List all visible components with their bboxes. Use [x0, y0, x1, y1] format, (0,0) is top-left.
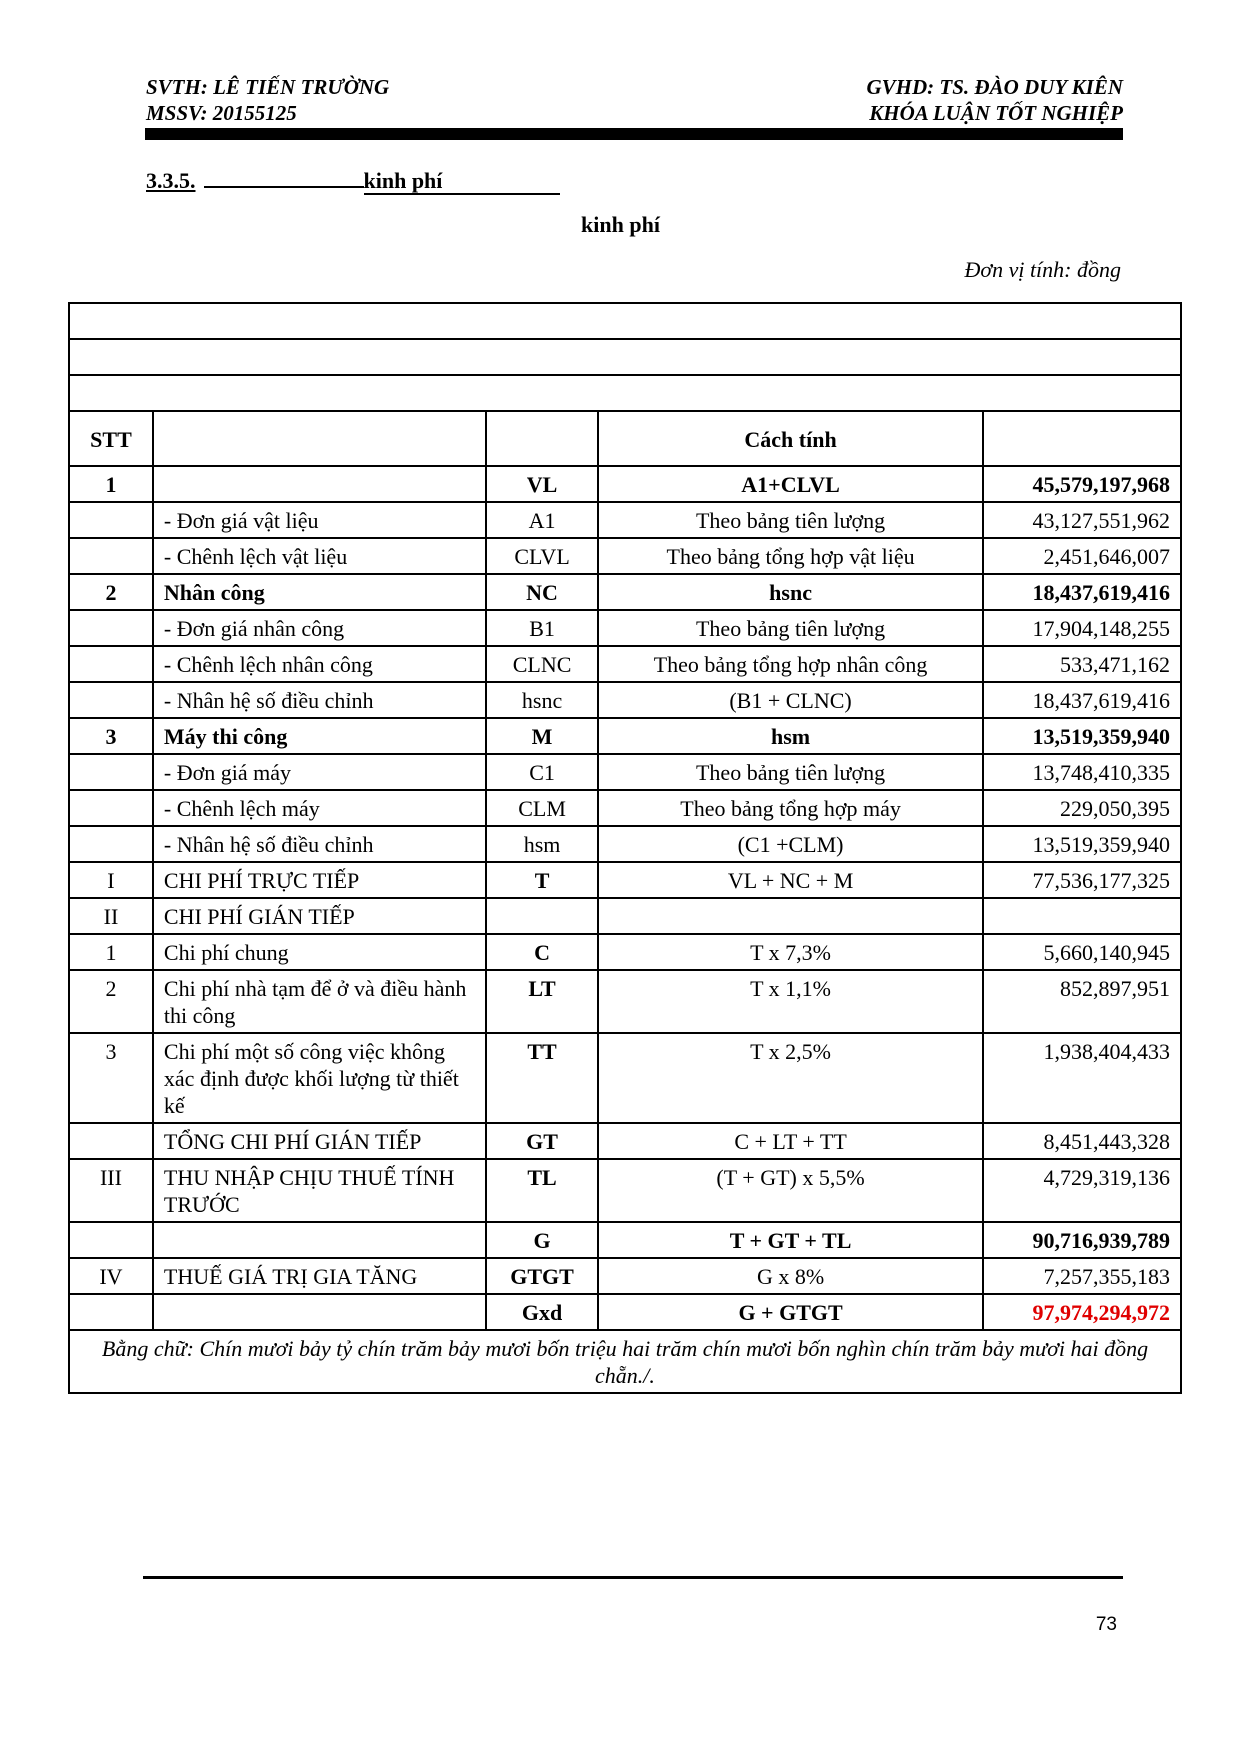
- cell-formula: T x 1,1%: [598, 970, 983, 1033]
- cell-symbol: [486, 898, 598, 934]
- cell-stt: [69, 790, 153, 826]
- blank-header-row: [69, 303, 1181, 339]
- amount-in-words-row: [69, 1330, 1181, 1393]
- cell-item: - Nhân hệ số điều chỉnh: [153, 682, 486, 718]
- cell-formula: (T + GT) x 5,5%: [598, 1159, 983, 1222]
- table-caption: kinh phí: [581, 212, 660, 237]
- cell-formula: (C1 +CLM): [598, 826, 983, 862]
- cell-item: - Chênh lệch máy: [153, 790, 486, 826]
- section-blank-line: [204, 186, 364, 188]
- cell-value: 45,579,197,968: [983, 466, 1181, 502]
- section-title: kinh phí: [364, 168, 561, 195]
- cell-item: TỔNG CHI PHÍ GIÁN TIẾP: [153, 1123, 486, 1159]
- cell-formula: G + GTGT: [598, 1294, 983, 1330]
- cell-item: [153, 466, 486, 502]
- cell-stt: [69, 754, 153, 790]
- cell-value: 229,050,395: [983, 790, 1181, 826]
- cell-stt: 1: [69, 934, 153, 970]
- cell-symbol: TT: [486, 1033, 598, 1123]
- cell-symbol: CLVL: [486, 538, 598, 574]
- cell-symbol: T: [486, 862, 598, 898]
- cell-formula: VL + NC + M: [598, 862, 983, 898]
- cell-item: THU NHẬP CHỊU THUẾ TÍNH TRƯỚC: [153, 1159, 486, 1222]
- table-row: [69, 1258, 1181, 1294]
- cell-value: 18,437,619,416: [983, 574, 1181, 610]
- cell-item: - Đơn giá vật liệu: [153, 502, 486, 538]
- cell-value: 97,974,294,972: [983, 1294, 1181, 1330]
- table-row: [69, 574, 1181, 610]
- cell-value: 5,660,140,945: [983, 934, 1181, 970]
- table-row: [69, 502, 1181, 538]
- cell-item: Nhân công: [153, 574, 486, 610]
- cell-symbol: Gxd: [486, 1294, 598, 1330]
- header-symbol: [486, 411, 598, 466]
- table-row: [69, 1159, 1181, 1222]
- cell-stt: III: [69, 1159, 153, 1222]
- cell-formula: T x 2,5%: [598, 1033, 983, 1123]
- cell-symbol: CLM: [486, 790, 598, 826]
- cell-value: 13,748,410,335: [983, 754, 1181, 790]
- cell-formula: C + LT + TT: [598, 1123, 983, 1159]
- cell-formula: Theo bảng tiên lượng: [598, 610, 983, 646]
- unit-note: Đơn vị tính: đồng: [964, 257, 1121, 282]
- cell-item: CHI PHÍ TRỰC TIẾP: [153, 862, 486, 898]
- cell-item: Chi phí một số công việc không xác định được khối lượng từ thiết kế: [153, 1033, 486, 1123]
- advisor-name: GVHD: TS. ĐÀO DUY KIÊN: [866, 75, 1123, 99]
- page-number: 73: [1095, 1614, 1117, 1635]
- table-row: [69, 790, 1181, 826]
- cell-symbol: A1: [486, 502, 598, 538]
- table-row: [69, 934, 1181, 970]
- cell-symbol: NC: [486, 574, 598, 610]
- cell-stt: [69, 610, 153, 646]
- cell-stt: I: [69, 862, 153, 898]
- cell-value: 8,451,443,328: [983, 1123, 1181, 1159]
- blank-header-row: [69, 339, 1181, 375]
- header-right: [867, 74, 1124, 126]
- cell-formula: G x 8%: [598, 1258, 983, 1294]
- cell-item: - Chênh lệch vật liệu: [153, 538, 486, 574]
- cell-formula: hsm: [598, 718, 983, 754]
- cell-item: Máy thi công: [153, 718, 486, 754]
- cell-item: [153, 1294, 486, 1330]
- cell-symbol: CLNC: [486, 646, 598, 682]
- cell-value: 2,451,646,007: [983, 538, 1181, 574]
- cell-formula: Theo bảng tiên lượng: [598, 754, 983, 790]
- cell-formula: A1+CLVL: [598, 466, 983, 502]
- cell-stt: [69, 826, 153, 862]
- section-number: 3.3.5.: [146, 168, 196, 193]
- cell-symbol: B1: [486, 610, 598, 646]
- table-row: [69, 646, 1181, 682]
- table-row: [69, 1123, 1181, 1159]
- cell-stt: 3: [69, 1033, 153, 1123]
- cell-item: THUẾ GIÁ TRỊ GIA TĂNG: [153, 1258, 486, 1294]
- cell-stt: 2: [69, 970, 153, 1033]
- table-row: [69, 610, 1181, 646]
- cell-symbol: GT: [486, 1123, 598, 1159]
- cell-formula: hsnc: [598, 574, 983, 610]
- cell-item: - Đơn giá máy: [153, 754, 486, 790]
- amount-in-words: Bằng chữ: Chín mươi bảy tỷ chín trăm bảy mươi bốn triệu hai trăm chín mươi bốn nghìn chín trăm bảy mươi hai đồng chẵn./.: [69, 1330, 1181, 1393]
- cell-item: - Nhân hệ số điều chỉnh: [153, 826, 486, 862]
- cell-value: [983, 898, 1181, 934]
- blank-header-row: [69, 375, 1181, 411]
- table-row: [69, 970, 1181, 1033]
- cell-symbol: LT: [486, 970, 598, 1033]
- cell-item: - Đơn giá nhân công: [153, 610, 486, 646]
- student-name: SVTH: LÊ TIẾN TRƯỜNG: [146, 75, 390, 99]
- student-id: MSSV: 20155125: [146, 101, 297, 125]
- cell-stt: IV: [69, 1258, 153, 1294]
- cell-value: 852,897,951: [983, 970, 1181, 1033]
- cell-symbol: hsnc: [486, 682, 598, 718]
- table-header-row: [69, 411, 1181, 466]
- table-row: [69, 1294, 1181, 1330]
- header-left: [146, 74, 389, 126]
- header-value: [983, 411, 1181, 466]
- cell-value: 4,729,319,136: [983, 1159, 1181, 1222]
- header-formula: Cách tính: [598, 411, 983, 466]
- cell-item: CHI PHÍ GIÁN TIẾP: [153, 898, 486, 934]
- cell-symbol: hsm: [486, 826, 598, 862]
- cell-value: 13,519,359,940: [983, 826, 1181, 862]
- cell-stt: [69, 538, 153, 574]
- section-heading: [146, 168, 560, 194]
- cell-value: 7,257,355,183: [983, 1258, 1181, 1294]
- cell-stt: [69, 1222, 153, 1258]
- cell-stt: [69, 1123, 153, 1159]
- cell-stt: 3: [69, 718, 153, 754]
- cell-formula: Theo bảng tiên lượng: [598, 502, 983, 538]
- table-row: [69, 466, 1181, 502]
- table-row: [69, 1033, 1181, 1123]
- cell-formula: (B1 + CLNC): [598, 682, 983, 718]
- cell-value: 77,536,177,325: [983, 862, 1181, 898]
- cell-symbol: TL: [486, 1159, 598, 1222]
- table-row: [69, 754, 1181, 790]
- cell-formula: Theo bảng tổng hợp nhân công: [598, 646, 983, 682]
- cell-formula: T + GT + TL: [598, 1222, 983, 1258]
- cell-formula: Theo bảng tổng hợp máy: [598, 790, 983, 826]
- cell-symbol: G: [486, 1222, 598, 1258]
- header-item: [153, 411, 486, 466]
- cell-value: 90,716,939,789: [983, 1222, 1181, 1258]
- cell-stt: 1: [69, 466, 153, 502]
- cell-symbol: C: [486, 934, 598, 970]
- cell-stt: [69, 646, 153, 682]
- cell-formula: Theo bảng tổng hợp vật liệu: [598, 538, 983, 574]
- cell-stt: [69, 502, 153, 538]
- cell-value: 18,437,619,416: [983, 682, 1181, 718]
- cell-value: 43,127,551,962: [983, 502, 1181, 538]
- table-row: [69, 862, 1181, 898]
- table-row: [69, 538, 1181, 574]
- cell-formula: T x 7,3%: [598, 934, 983, 970]
- header-stt: STT: [69, 411, 153, 466]
- table-row: [69, 718, 1181, 754]
- cell-symbol: GTGT: [486, 1258, 598, 1294]
- cell-value: 13,519,359,940: [983, 718, 1181, 754]
- cell-value: 533,471,162: [983, 646, 1181, 682]
- header-rule: [145, 128, 1123, 140]
- cell-symbol: C1: [486, 754, 598, 790]
- table-row: [69, 898, 1181, 934]
- cell-value: 1,938,404,433: [983, 1033, 1181, 1123]
- table-row: [69, 1222, 1181, 1258]
- cell-symbol: VL: [486, 466, 598, 502]
- table-row: [69, 682, 1181, 718]
- cell-item: [153, 1222, 486, 1258]
- thesis-label: KHÓA LUẬN TỐT NGHIỆP: [869, 101, 1123, 125]
- cost-table: [68, 302, 1182, 1394]
- cell-item: - Chênh lệch nhân công: [153, 646, 486, 682]
- table-row: [69, 826, 1181, 862]
- cell-formula: [598, 898, 983, 934]
- cell-value: 17,904,148,255: [983, 610, 1181, 646]
- cell-item: Chi phí nhà tạm để ở và điều hành thi công: [153, 970, 486, 1033]
- cell-stt: [69, 682, 153, 718]
- cell-stt: 2: [69, 574, 153, 610]
- cell-symbol: M: [486, 718, 598, 754]
- footer-rule: [143, 1576, 1123, 1579]
- cell-item: Chi phí chung: [153, 934, 486, 970]
- cell-stt: [69, 1294, 153, 1330]
- cell-stt: II: [69, 898, 153, 934]
